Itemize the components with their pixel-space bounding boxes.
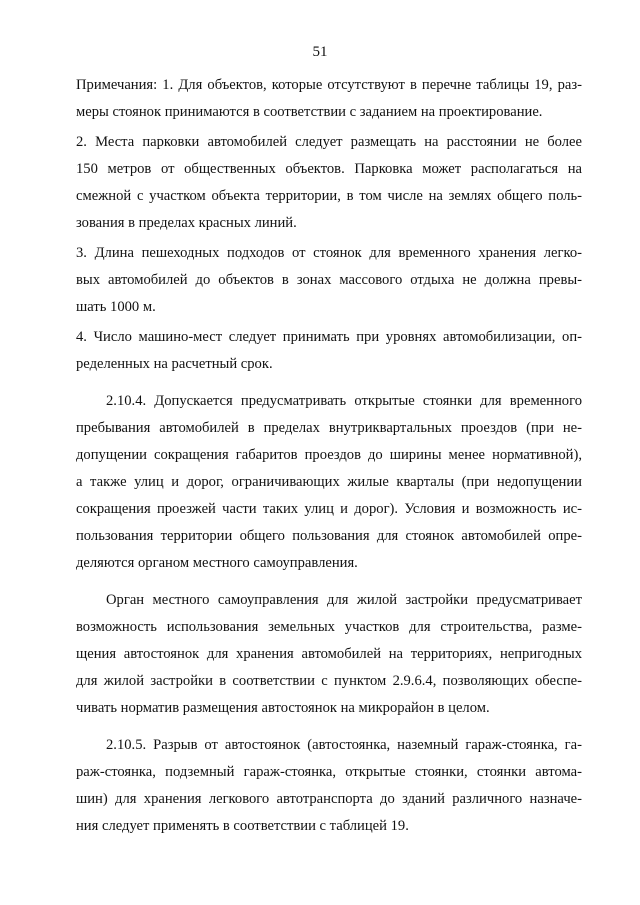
text-line: 3. Длина пешеходных подходов от стоянок для временного хранения легко- — [76, 245, 582, 261]
text-line: 2. Места парковки автомобилей следует размещать на расстоянии не более — [76, 134, 582, 150]
text-line: смежной с участком объекта территории, в том числе на землях общего поль- — [76, 188, 582, 204]
note-4-paragraph — [76, 324, 582, 378]
page-number: 51 — [312, 44, 328, 60]
text-line: а также улиц и дорог, ограничивающих жилые кварталы (при недопущении — [76, 474, 582, 490]
text-line: 2.10.5. Разрыв от автостоянок (автостоянка, наземный гараж-стоянка, га- — [106, 737, 582, 753]
text-line: шин) для хранения легкового автотранспорта до зданий различного назначе- — [76, 791, 582, 807]
text-line: возможность использования земельных участков для строительства, разме- — [76, 619, 582, 635]
text-line: 2.10.4. Допускается предусматривать открытые стоянки для временного — [106, 393, 582, 409]
text-line: 150 метров от общественных объектов. Парковка может располагаться на — [76, 161, 582, 177]
section-2-10-4-paragraph — [76, 388, 582, 577]
text-line: вых автомобилей до объектов в зонах массового отдыха не должна превы- — [76, 272, 582, 288]
note-1-paragraph — [76, 72, 582, 126]
text-line: 4. Число машино-мест следует принимать при уровнях автомобилизации, оп- — [76, 329, 582, 345]
text-line: щения автостоянок для хранения автомобилей на территориях, непригодных — [76, 646, 582, 662]
text-line: ределенных на расчетный срок. — [76, 356, 273, 372]
text-line: деляются органом местного самоуправления. — [76, 555, 358, 571]
text-line: для жилой застройки в соответствии с пунктом 2.9.6.4, позволяющих обеспе- — [76, 673, 582, 689]
text-line: шать 1000 м. — [76, 299, 156, 315]
text-line: допущении сокращения габаритов проездов до ширины менее нормативной), — [76, 447, 582, 463]
note-3-paragraph — [76, 240, 582, 321]
note-2-paragraph — [76, 129, 582, 237]
section-2-10-5-paragraph — [76, 732, 582, 840]
text-line: сокращения проезжей части таких улиц и дорог). Условия и возможность ис- — [76, 501, 582, 517]
text-line: чивать норматив размещения автостоянок на микрорайон в целом. — [76, 700, 490, 716]
text-line: Примечания: 1. Для объектов, которые отсутствуют в перечне таблицы 19, раз- — [76, 77, 582, 93]
text-line: меры стоянок принимаются в соответствии с заданием на проектирование. — [76, 104, 543, 120]
text-line: Орган местного самоуправления для жилой застройки предусматривает — [106, 592, 582, 608]
text-line: пребывания автомобилей в пределах внутриквартальных проездов (при не- — [76, 420, 582, 436]
local-government-paragraph — [76, 587, 582, 722]
text-line: ния следует применять в соответствии с таблицей 19. — [76, 818, 409, 834]
text-line: зования в пределах красных линий. — [76, 215, 297, 231]
text-line: раж-стоянка, подземный гараж-стоянка, открытые стоянки, стоянки автома- — [76, 764, 582, 780]
document-body — [76, 72, 582, 840]
text-line: пользования территории общего пользования для стоянок автомобилей опре- — [76, 528, 582, 544]
